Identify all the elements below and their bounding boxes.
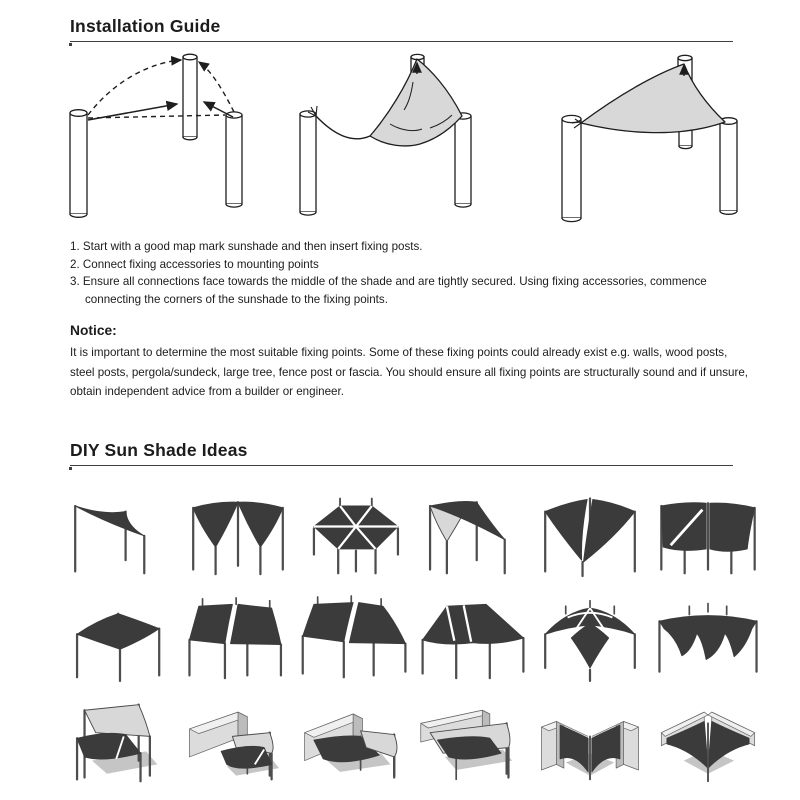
section-divider bbox=[70, 41, 733, 42]
twin-triangle-sail-icon bbox=[182, 486, 294, 582]
diy-idea-corner-wall-sail bbox=[652, 694, 764, 790]
hexagon-sail-icon bbox=[299, 486, 411, 582]
diy-idea-row bbox=[64, 694, 764, 790]
twin-wall-butterfly-sail-icon bbox=[534, 694, 646, 790]
diy-idea-overlapping-triangle-sail bbox=[417, 486, 529, 582]
diy-idea-row bbox=[64, 590, 764, 686]
gable-tent-sail-icon bbox=[417, 590, 529, 686]
double-square-sail-icon bbox=[652, 486, 764, 582]
low-wall-sail-icon bbox=[417, 694, 529, 790]
diy-idea-grid bbox=[64, 486, 764, 790]
tension-sunshade-diagram bbox=[540, 52, 770, 224]
installation-step: 3. Ensure all connections face towards the middle of the shade and are tightly secured. Using fixing accessories, commence connecting the corners of the sunshade to the fixing points. bbox=[70, 275, 707, 306]
diy-idea-triangle-sail bbox=[64, 486, 176, 582]
diy-idea-twin-peak-sail bbox=[534, 486, 646, 582]
triangle-sail-icon bbox=[64, 486, 176, 582]
diy-idea-wall-mounted-sail bbox=[182, 694, 294, 790]
diy-idea-low-wall-sail bbox=[417, 694, 529, 790]
diy-idea-wall-mounted-wide-sail bbox=[299, 694, 411, 790]
diy-idea-hexagon-sail bbox=[299, 486, 411, 582]
notice-body: It is important to determine the most suitable fixing points. Some of these fixing points could already exist e.g. walls, wood posts, steel posts, pergola/sundeck, large tree, fence post or fascia. You should ensure all fixing points are structurally sound and if unsure, obtain independent advice from a builder or engineer. bbox=[70, 346, 748, 398]
notice-title: Notice: bbox=[70, 323, 117, 338]
triple-droop-sail-icon bbox=[652, 590, 764, 686]
diy-idea-slanted-double-panel-sail bbox=[182, 590, 294, 686]
layered-double-sail-icon bbox=[64, 694, 176, 790]
corner-wall-sail-icon bbox=[652, 694, 764, 790]
installation-diagrams bbox=[58, 52, 770, 226]
diy-idea-row bbox=[64, 486, 764, 582]
diy-idea-gable-tent-sail bbox=[417, 590, 529, 686]
diy-ideas-title: DIY Sun Shade Ideas bbox=[70, 439, 248, 460]
installation-step: 1. Start with a good map mark sunshade and then insert fixing posts. bbox=[70, 240, 423, 253]
diy-idea-triple-droop-sail bbox=[652, 590, 764, 686]
attach-sunshade-diagram bbox=[292, 52, 522, 224]
slanted-double-panel-sail-icon bbox=[182, 590, 294, 686]
diy-idea-twin-wall-butterfly-sail bbox=[534, 694, 646, 790]
diy-idea-twin-triangle-sail bbox=[182, 486, 294, 582]
diy-idea-layered-double-sail bbox=[64, 694, 176, 790]
installation-steps bbox=[70, 238, 754, 308]
diy-idea-square-canopy-sail bbox=[64, 590, 176, 686]
installation-step: 2. Connect fixing accessories to mounting points bbox=[70, 257, 319, 271]
square-canopy-sail-icon bbox=[64, 590, 176, 686]
diy-idea-slanted-panel-wide-sail bbox=[299, 590, 411, 686]
wall-mounted-sail-icon bbox=[182, 694, 294, 790]
installation-guide-title: Installation Guide bbox=[70, 16, 221, 36]
diy-idea-double-square-sail bbox=[652, 486, 764, 582]
overlapping-triangle-sail-icon bbox=[417, 486, 529, 582]
diy-idea-hexagon-diamond-sail bbox=[534, 590, 646, 686]
slanted-panel-wide-sail-icon bbox=[299, 590, 411, 686]
hexagon-diamond-sail-icon bbox=[534, 590, 646, 686]
section-divider bbox=[70, 465, 733, 466]
mark-and-insert-posts-diagram bbox=[58, 52, 273, 224]
wall-mounted-wide-sail-icon bbox=[299, 694, 411, 790]
twin-peak-sail-icon bbox=[534, 486, 646, 582]
